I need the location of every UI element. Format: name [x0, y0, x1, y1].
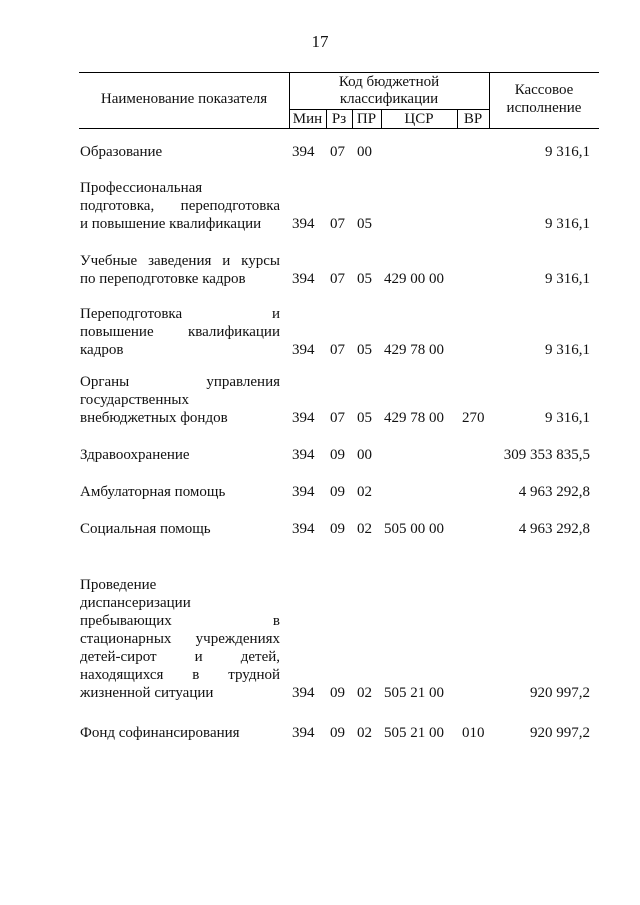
row-name — [80, 179, 280, 233]
row-name-line: государственных — [80, 392, 189, 408]
row-name-line: подготовка, переподготовка — [80, 198, 280, 214]
row-name-line: Профессиональная — [80, 180, 203, 196]
row-name-line: стационарных учреждениях — [80, 631, 280, 647]
row-rz: 09 — [330, 521, 345, 537]
row-csr: 505 21 00 — [384, 725, 444, 741]
row-name — [80, 576, 280, 702]
row-rz: 09 — [330, 725, 345, 741]
row-vr: 270 — [462, 410, 485, 426]
row-min: 394 — [292, 725, 315, 741]
row-name — [80, 724, 280, 742]
row-name-line: Образование — [80, 144, 163, 160]
row-name-line: Здравоохранение — [80, 447, 190, 463]
row-rz: 07 — [330, 271, 345, 287]
row-name-line: Проведение — [80, 577, 157, 593]
row-amount: 9 316,1 — [545, 144, 590, 160]
row-name-line: Учебные заведения и курсы — [80, 253, 280, 269]
row-rz: 07 — [330, 216, 345, 232]
row-name — [80, 373, 280, 427]
row-min: 394 — [292, 447, 315, 463]
row-name — [80, 446, 280, 464]
row-name-line: пребывающих в — [80, 613, 280, 629]
row-amount: 9 316,1 — [545, 410, 590, 426]
row-pr: 00 — [357, 447, 372, 463]
row-rz: 07 — [330, 342, 345, 358]
table-header — [79, 72, 599, 128]
row-min: 394 — [292, 410, 315, 426]
row-name-line: диспансеризации — [80, 595, 191, 611]
row-amount: 920 997,2 — [530, 725, 590, 741]
row-name-line: Органы управления — [80, 374, 280, 390]
row-amount: 920 997,2 — [530, 685, 590, 701]
row-name-line: по переподготовке кадров — [80, 271, 246, 287]
row-name — [80, 252, 280, 288]
row-rz: 07 — [330, 144, 345, 160]
row-name-line: внебюджетных фондов — [80, 410, 228, 426]
header-min: Мин — [292, 111, 323, 127]
header-rz: Рз — [331, 111, 347, 127]
row-pr: 05 — [357, 271, 372, 287]
row-name — [80, 305, 280, 359]
row-pr: 05 — [357, 342, 372, 358]
row-rz: 09 — [330, 685, 345, 701]
row-name-line: Социальная помощь — [80, 521, 211, 537]
row-csr: 505 21 00 — [384, 685, 444, 701]
row-csr: 429 78 00 — [384, 410, 444, 426]
header-name: Наименование показателя — [100, 91, 268, 107]
row-name-line: и повышение квалификации — [80, 216, 262, 232]
header-pr: ПР — [356, 111, 377, 127]
header-vr: ВР — [463, 111, 483, 127]
row-pr: 02 — [357, 685, 372, 701]
row-min: 394 — [292, 484, 315, 500]
row-amount: 9 316,1 — [545, 271, 590, 287]
row-name — [80, 143, 280, 161]
row-min: 394 — [292, 685, 315, 701]
row-name-line: Переподготовка и — [80, 306, 280, 322]
header-amount-line1: Кассовое — [514, 82, 574, 98]
row-pr: 02 — [357, 725, 372, 741]
row-rz: 09 — [330, 447, 345, 463]
header-code-group-line1: Код бюджетной — [338, 74, 440, 90]
row-name-line: Фонд софинансирования — [80, 725, 240, 741]
row-name-line: находящихся в трудной — [80, 667, 280, 683]
row-csr: 429 00 00 — [384, 271, 444, 287]
row-min: 394 — [292, 521, 315, 537]
row-min: 394 — [292, 342, 315, 358]
row-name-line: жизненной ситуации — [80, 685, 214, 701]
row-pr: 00 — [357, 144, 372, 160]
row-rz: 09 — [330, 484, 345, 500]
row-name — [80, 483, 280, 501]
row-pr: 02 — [357, 521, 372, 537]
row-name-line: кадров — [80, 342, 124, 358]
row-rz: 07 — [330, 410, 345, 426]
row-vr: 010 — [462, 725, 485, 741]
row-name — [80, 520, 280, 538]
row-amount: 9 316,1 — [545, 342, 590, 358]
row-csr: 505 00 00 — [384, 521, 444, 537]
row-amount: 4 963 292,8 — [518, 484, 590, 500]
row-csr: 429 78 00 — [384, 342, 444, 358]
row-amount: 309 353 835,5 — [503, 447, 590, 463]
row-pr: 02 — [357, 484, 372, 500]
row-amount: 9 316,1 — [545, 216, 590, 232]
row-min: 394 — [292, 271, 315, 287]
row-name-line: повышение квалификации — [80, 324, 280, 340]
row-name-line: детей-сирот и детей, — [80, 649, 280, 665]
row-amount: 4 963 292,8 — [518, 521, 590, 537]
row-pr: 05 — [357, 216, 372, 232]
row-min: 394 — [292, 216, 315, 232]
page-number: 17 — [311, 32, 329, 51]
header-code-group-line2: классификации — [339, 91, 439, 107]
row-pr: 05 — [357, 410, 372, 426]
header-csr: ЦСР — [404, 111, 434, 127]
header-amount-line2: исполнение — [506, 100, 582, 116]
row-name-line: Амбулаторная помощь — [80, 484, 226, 500]
row-min: 394 — [292, 144, 315, 160]
